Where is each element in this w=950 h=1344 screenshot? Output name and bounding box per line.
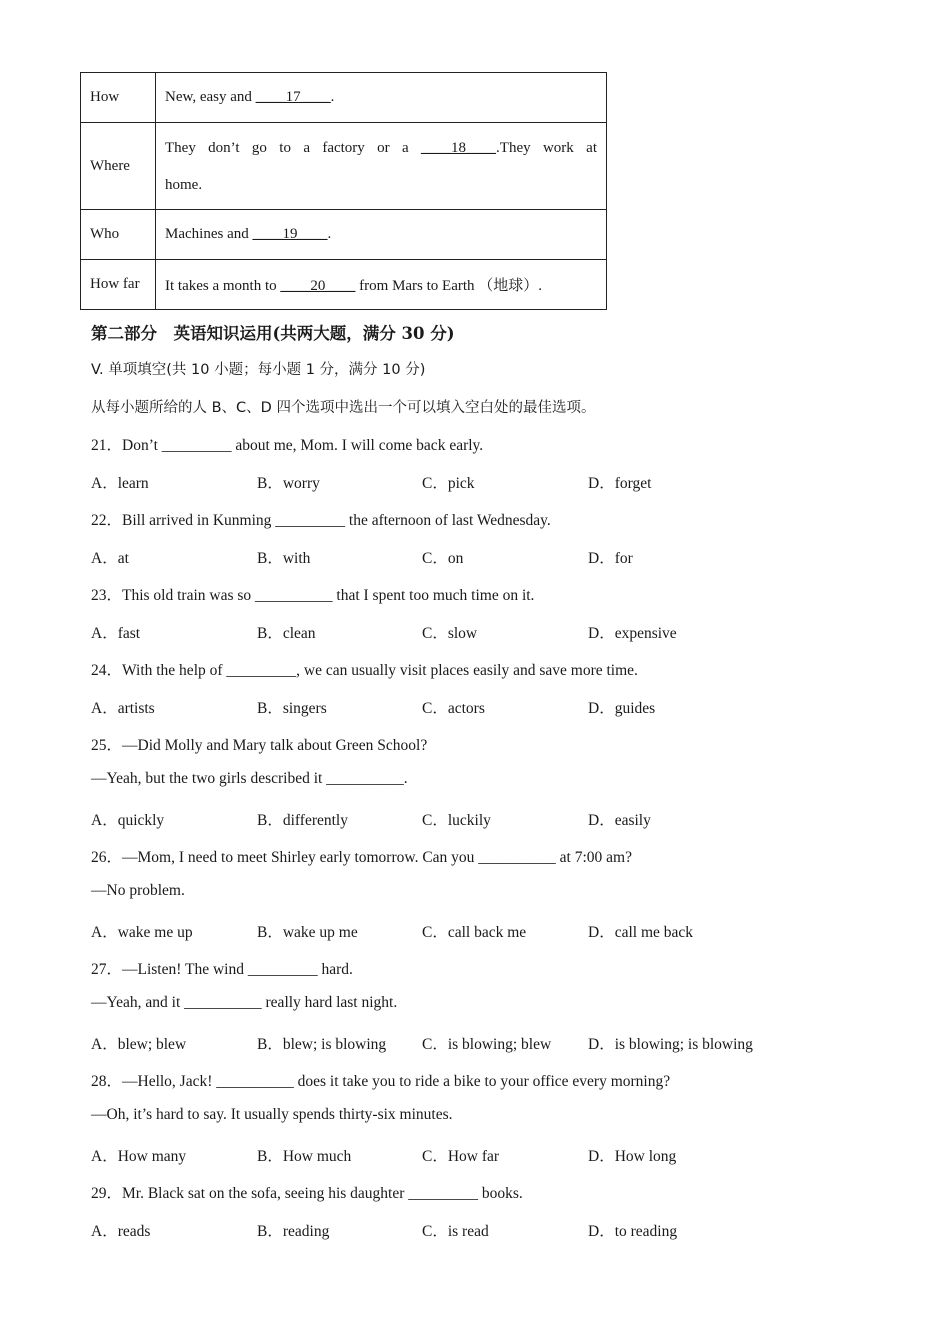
option-d[interactable]: D．call me back	[588, 924, 694, 941]
blank-17: ____17____	[255, 89, 331, 105]
option-a[interactable]: A．learn	[91, 475, 149, 492]
option-b[interactable]: B．clean	[257, 625, 316, 642]
option-c[interactable]: C．slow	[422, 625, 478, 642]
row-value: New, easy and ____17____.	[156, 73, 607, 123]
option-row	[91, 1032, 851, 1052]
option-d[interactable]: D．forget	[588, 475, 652, 492]
row-key: Who	[81, 210, 156, 260]
option-d[interactable]: D．expensive	[588, 625, 677, 642]
option-d[interactable]: D．guides	[588, 700, 656, 717]
option-d[interactable]: D．easily	[588, 812, 651, 829]
option-row	[91, 546, 851, 566]
option-c[interactable]: C．is read	[422, 1223, 489, 1240]
row-value: It takes a month to ____20____ from Mars to Earth （地球）.	[156, 260, 607, 310]
section-subtitle: V. 单项填空(共 10 小题；每小题 1 分，满分 10 分)	[91, 362, 426, 378]
option-b[interactable]: B．differently	[257, 812, 348, 829]
option-a[interactable]: A．wake me up	[91, 924, 193, 941]
table-row	[81, 123, 607, 210]
question-text: 25．—Did Molly and Mary talk about Green School?	[91, 737, 428, 754]
blank-20: ____20____	[280, 278, 356, 294]
option-a[interactable]: A．blew; blew	[91, 1036, 187, 1053]
question-text: 23．This old train was so __________ that I spent too much time on it.	[91, 587, 535, 604]
row-value: Machines and ____19____.	[156, 210, 607, 260]
question-text: 26．—Mom, I need to meet Shirley early tomorrow. Can you __________ at 7:00 am?	[91, 849, 632, 866]
option-b[interactable]: B．worry	[257, 475, 320, 492]
option-a[interactable]: A．fast	[91, 625, 141, 642]
question-text: 27．—Listen! The wind _________ hard.	[91, 961, 353, 978]
table-row	[81, 260, 607, 310]
option-a[interactable]: A．at	[91, 550, 129, 567]
option-d[interactable]: D．for	[588, 550, 633, 567]
option-d[interactable]: D．is blowing; is blowing	[588, 1036, 753, 1053]
option-c[interactable]: C．luckily	[422, 812, 491, 829]
option-a[interactable]: A．reads	[91, 1223, 151, 1240]
option-row	[91, 808, 851, 828]
option-c[interactable]: C．call back me	[422, 924, 527, 941]
info-table	[80, 72, 607, 310]
question-text: 28．—Hello, Jack! __________ does it take you to ride a bike to your office every morning?	[91, 1073, 671, 1090]
option-c[interactable]: C．is blowing; blew	[422, 1036, 552, 1053]
row-key: How	[81, 73, 156, 123]
option-row	[91, 621, 851, 641]
question-text: —No problem.	[91, 882, 185, 899]
question-text: —Yeah, and it __________ really hard last night.	[91, 994, 398, 1011]
option-b[interactable]: B．singers	[257, 700, 327, 717]
option-d[interactable]: D．to reading	[588, 1223, 678, 1240]
option-b[interactable]: B．wake up me	[257, 924, 358, 941]
row-key: Where	[81, 123, 156, 210]
question-text: 24．With the help of _________, we can usually visit places easily and save more time.	[91, 662, 638, 679]
question-text: 29．Mr. Black sat on the sofa, seeing his daughter _________ books.	[91, 1185, 523, 1202]
question-text: 21．Don’t _________ about me, Mom. I will come back early.	[91, 437, 484, 454]
section-instruction: 从每小题所给的人 B、C、D 四个选项中选出一个可以填入空白处的最佳选项。	[91, 400, 596, 416]
blank-18: ____18____	[421, 139, 497, 156]
option-b[interactable]: B．with	[257, 550, 311, 567]
option-row	[91, 1144, 851, 1164]
table-row	[81, 73, 607, 123]
option-row	[91, 471, 851, 491]
row-value: They don’t go to a factory or a ____18____.They work at home.	[156, 123, 607, 210]
option-a[interactable]: A．How many	[91, 1148, 187, 1165]
option-c[interactable]: C．pick	[422, 475, 475, 492]
question-text: 22．Bill arrived in Kunming _________ the afternoon of last Wednesday.	[91, 512, 551, 529]
question-text: —Oh, it’s hard to say. It usually spends thirty-six minutes.	[91, 1106, 453, 1123]
blank-19: ____19____	[252, 226, 328, 242]
table-row	[81, 210, 607, 260]
option-d[interactable]: D．How long	[588, 1148, 677, 1165]
option-row	[91, 1219, 851, 1239]
option-a[interactable]: A．quickly	[91, 812, 165, 829]
option-row	[91, 920, 851, 940]
option-a[interactable]: A．artists	[91, 700, 155, 717]
option-b[interactable]: B．reading	[257, 1223, 330, 1240]
question-text: —Yeah, but the two girls described it __________.	[91, 770, 408, 787]
option-b[interactable]: B．How much	[257, 1148, 352, 1165]
option-c[interactable]: C．How far	[422, 1148, 500, 1165]
option-c[interactable]: C．actors	[422, 700, 485, 717]
section-title: 第二部分 英语知识运用(共两大题，满分 30 分)	[91, 324, 455, 343]
option-b[interactable]: B．blew; is blowing	[257, 1036, 387, 1053]
option-row	[91, 696, 851, 716]
row-key: How far	[81, 260, 156, 310]
option-c[interactable]: C．on	[422, 550, 464, 567]
